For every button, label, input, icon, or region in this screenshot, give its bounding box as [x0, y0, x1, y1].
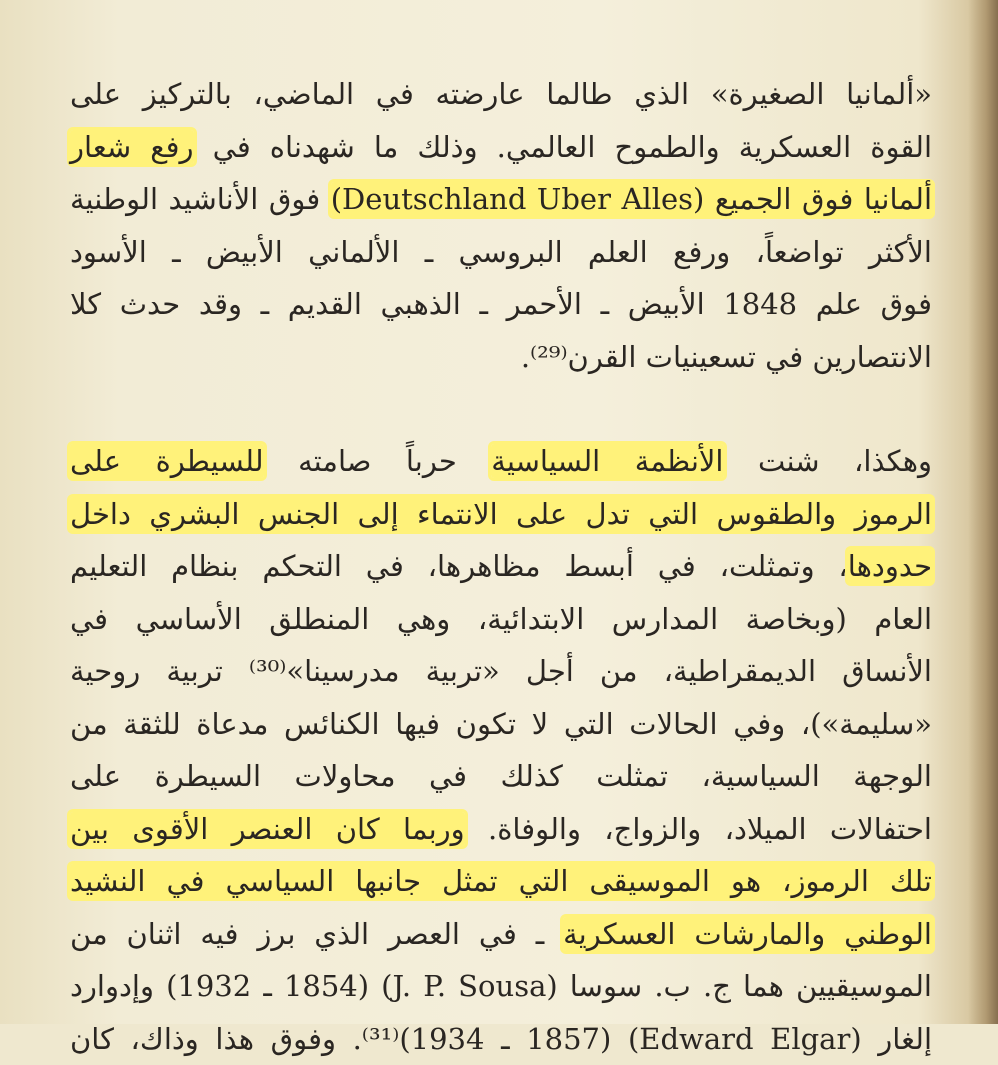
highlighted-text: الأنظمة السياسية	[491, 444, 723, 478]
text-segment: «ألمانيا الصغيرة» الذي طالما عارضته في الماضي، بالتركيز على	[70, 77, 932, 111]
highlighted-text: للسيطرة على	[70, 444, 264, 478]
text-line	[70, 278, 932, 331]
text-line	[70, 593, 932, 646]
text-segment: ، وتمثلت، في أبسط مظاهرها، في التحكم بنظام التعليم	[70, 549, 848, 583]
text-segment: فوق علم 1848 الأبيض ـ الأحمر ـ الذهبي القديم ـ وقد حدث كلا	[70, 287, 932, 321]
highlighted-text: وربما كان العنصر الأقوى بين	[70, 812, 465, 846]
text-segment: الأكثر تواضعاً، ورفع العلم البروسي ـ الألماني الأبيض ـ الأسود	[70, 235, 932, 269]
text-segment: احتفالات الميلاد، والزواج، والوفاة.	[465, 812, 932, 846]
text-line	[70, 803, 932, 856]
text-line	[70, 435, 932, 488]
highlighted-text: الوطني والمارشات العسكرية	[563, 917, 932, 951]
text-segment: الموسيقيين هما ج. ب. سوسا (J. P. Sousa) (1854 ـ 1932) وإدوارد	[70, 969, 932, 1003]
text-segment: الوجهة السياسية، تمثلت كذلك في محاولات السيطرة على	[70, 759, 932, 793]
text-segment: الانتصارين في تسعينيات القرن⁽²⁹⁾.	[521, 340, 932, 374]
text-segment: وهكذا، شنت	[724, 444, 933, 478]
text-segment: ـ في العصر الذي برز فيه اثنان من	[70, 917, 563, 951]
text-line	[70, 908, 932, 961]
paragraph-gap	[70, 383, 932, 435]
text-segment: إلغار (Edward Elgar) (1857 ـ 1934)⁽³¹⁾. وفوق هذا وذاك، كان	[70, 1022, 932, 1056]
text-line	[70, 173, 932, 226]
text-segment: القوة العسكرية والطموح العالمي. وذلك ما شهدناه في	[194, 130, 932, 164]
text-line	[70, 1013, 932, 1065]
text-line	[70, 698, 932, 751]
text-segment: فوق الأناشيد الوطنية	[70, 182, 331, 216]
text-line	[70, 855, 932, 908]
page-edge-shadow	[968, 0, 998, 1024]
text-line	[70, 540, 932, 593]
highlighted-text: رفع شعار	[70, 130, 194, 164]
text-line	[70, 68, 932, 121]
text-line	[70, 226, 932, 279]
highlighted-text: ألمانيا فوق الجميع (Deutschland Uber Alles)	[331, 182, 932, 216]
text-line	[70, 750, 932, 803]
text-segment: «سليمة»)، وفي الحالات التي لا تكون فيها الكنائس مدعاة للثقة من	[70, 707, 932, 741]
highlighted-text: حدودها	[848, 549, 932, 583]
text-line	[70, 331, 932, 384]
text-line	[70, 121, 932, 174]
text-segment: العام (وبخاصة المدارس الابتدائية، وهي المنطلق الأساسي في	[70, 602, 932, 636]
text-line	[70, 960, 932, 1013]
page-text	[70, 68, 932, 1065]
text-segment: الأنساق الديمقراطية، من أجل «تربية مدرسينا»⁽³⁰⁾ تربية روحية	[70, 654, 932, 688]
text-line	[70, 488, 932, 541]
highlighted-text: الرموز والطقوس التي تدل على الانتماء إلى الجنس البشري داخل	[70, 497, 932, 531]
text-segment: حرباً صامته	[264, 444, 492, 478]
highlighted-text: تلك الرموز، هو الموسيقى التي تمثل جانبها السياسي في النشيد	[70, 864, 932, 898]
text-line	[70, 645, 932, 698]
